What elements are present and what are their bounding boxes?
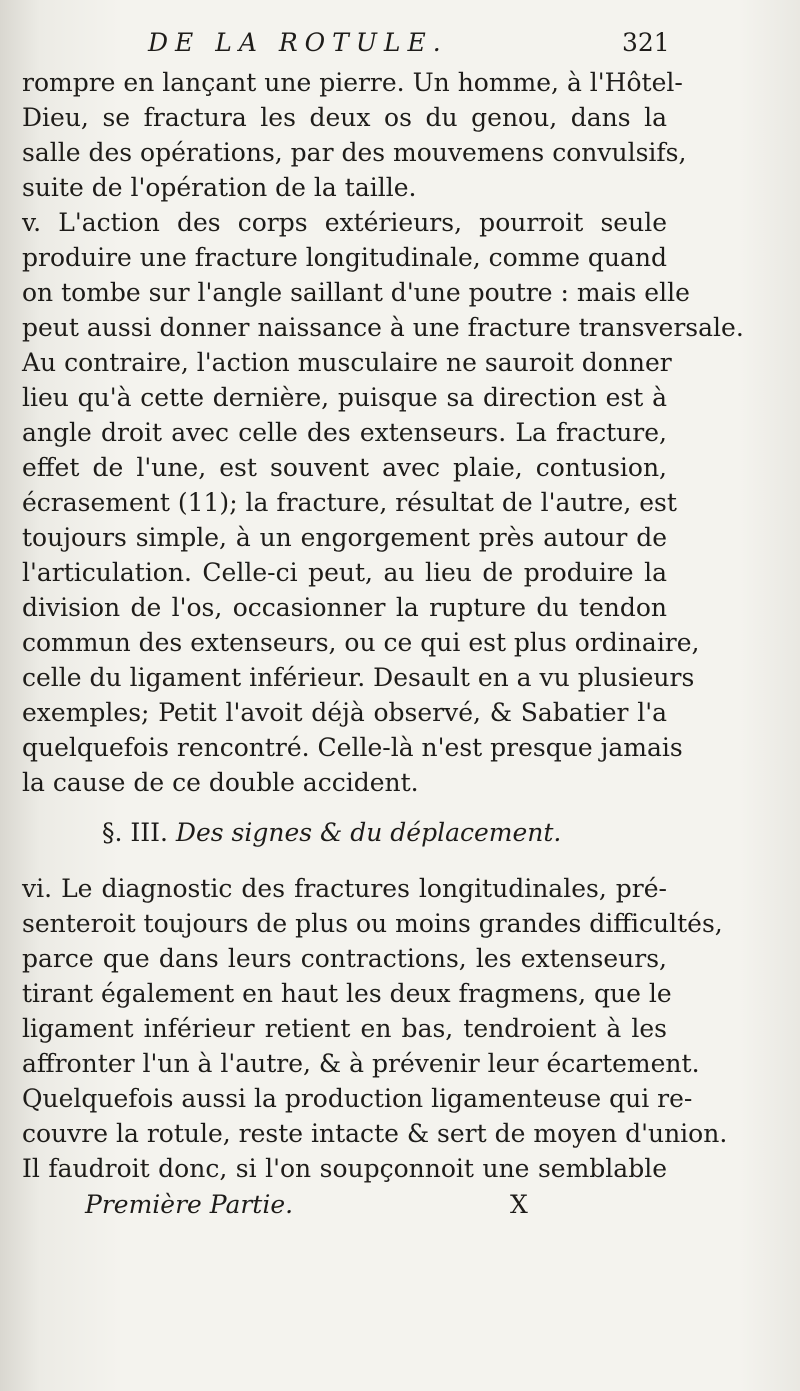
text-line: exemples; Petit l'avoit déjà observé, & Sabatier l'a — [22, 698, 667, 727]
text-line: division de l'os, occasionner la rupture du tendon — [22, 593, 667, 622]
text-line: toujours simple, à un engorgement près autour de — [22, 523, 667, 552]
text-line: v. L'action des corps extérieurs, pourroit seule — [22, 208, 667, 237]
page-header — [0, 28, 800, 64]
text-line: angle droit avec celle des extenseurs. La fracture, — [22, 418, 667, 447]
running-title: DE LA ROTULE. — [148, 28, 448, 57]
text-line: l'articulation. Celle-ci peut, au lieu de produire la — [22, 558, 667, 587]
text-line: vi. Le diagnostic des fractures longitudinales, pré- — [22, 874, 667, 903]
text-line: Au contraire, l'action musculaire ne sauroit donner — [22, 348, 672, 377]
text-line: commun des extenseurs, ou ce qui est plus ordinaire, — [22, 628, 700, 657]
text-line: parce que dans leurs contractions, les extenseurs, — [22, 944, 667, 973]
section-heading — [102, 818, 561, 847]
text-line: quelquefois rencontré. Celle-là n'est presque jamais — [22, 733, 683, 762]
page-number: 321 — [622, 28, 670, 57]
text-line: celle du ligament inférieur. Desault en a vu plusieurs — [22, 663, 695, 692]
text-line: couvre la rotule, reste intacte & sert de moyen d'union. — [22, 1119, 728, 1148]
section-title: Des signes & du déplacement. — [175, 818, 562, 847]
text-line: Quelquefois aussi la production ligamenteuse qui re- — [22, 1084, 693, 1113]
text-line: Dieu, se fractura les deux os du genou, dans la — [22, 103, 667, 132]
text-line: rompre en lançant une pierre. Un homme, à l'Hôtel- — [22, 68, 683, 97]
text-line: suite de l'opération de la taille. — [22, 173, 417, 202]
text-line: effet de l'une, est souvent avec plaie, contusion, — [22, 453, 667, 482]
text-line: lieu qu'à cette dernière, puisque sa direction est à — [22, 383, 667, 412]
signature-mark: X — [510, 1190, 528, 1219]
text-line: ligament inférieur retient en bas, tendroient à les — [22, 1014, 667, 1043]
page-footer — [0, 1190, 800, 1226]
text-line: écrasement (11); la fracture, résultat de l'autre, est — [22, 488, 677, 517]
text-line: la cause de ce double accident. — [22, 768, 419, 797]
text-line: affronter l'un à l'autre, & à prévenir leur écartement. — [22, 1049, 700, 1078]
text-line: senteroit toujours de plus ou moins grandes difficultés, — [22, 909, 723, 938]
text-line: peut aussi donner naissance à une fracture transversale. — [22, 313, 744, 342]
text-line: tirant également en haut les deux fragmens, que le — [22, 979, 672, 1008]
text-line: on tombe sur l'angle saillant d'une poutre : mais elle — [22, 278, 690, 307]
text-line: Il faudroit donc, si l'on soupçonnoit une semblable — [22, 1154, 667, 1183]
text-line: produire une fracture longitudinale, comme quand — [22, 243, 667, 272]
text-line: salle des opérations, par des mouvemens convulsifs, — [22, 138, 687, 167]
section-number: §. III. — [102, 818, 168, 847]
footer-title: Première Partie. — [85, 1190, 294, 1219]
